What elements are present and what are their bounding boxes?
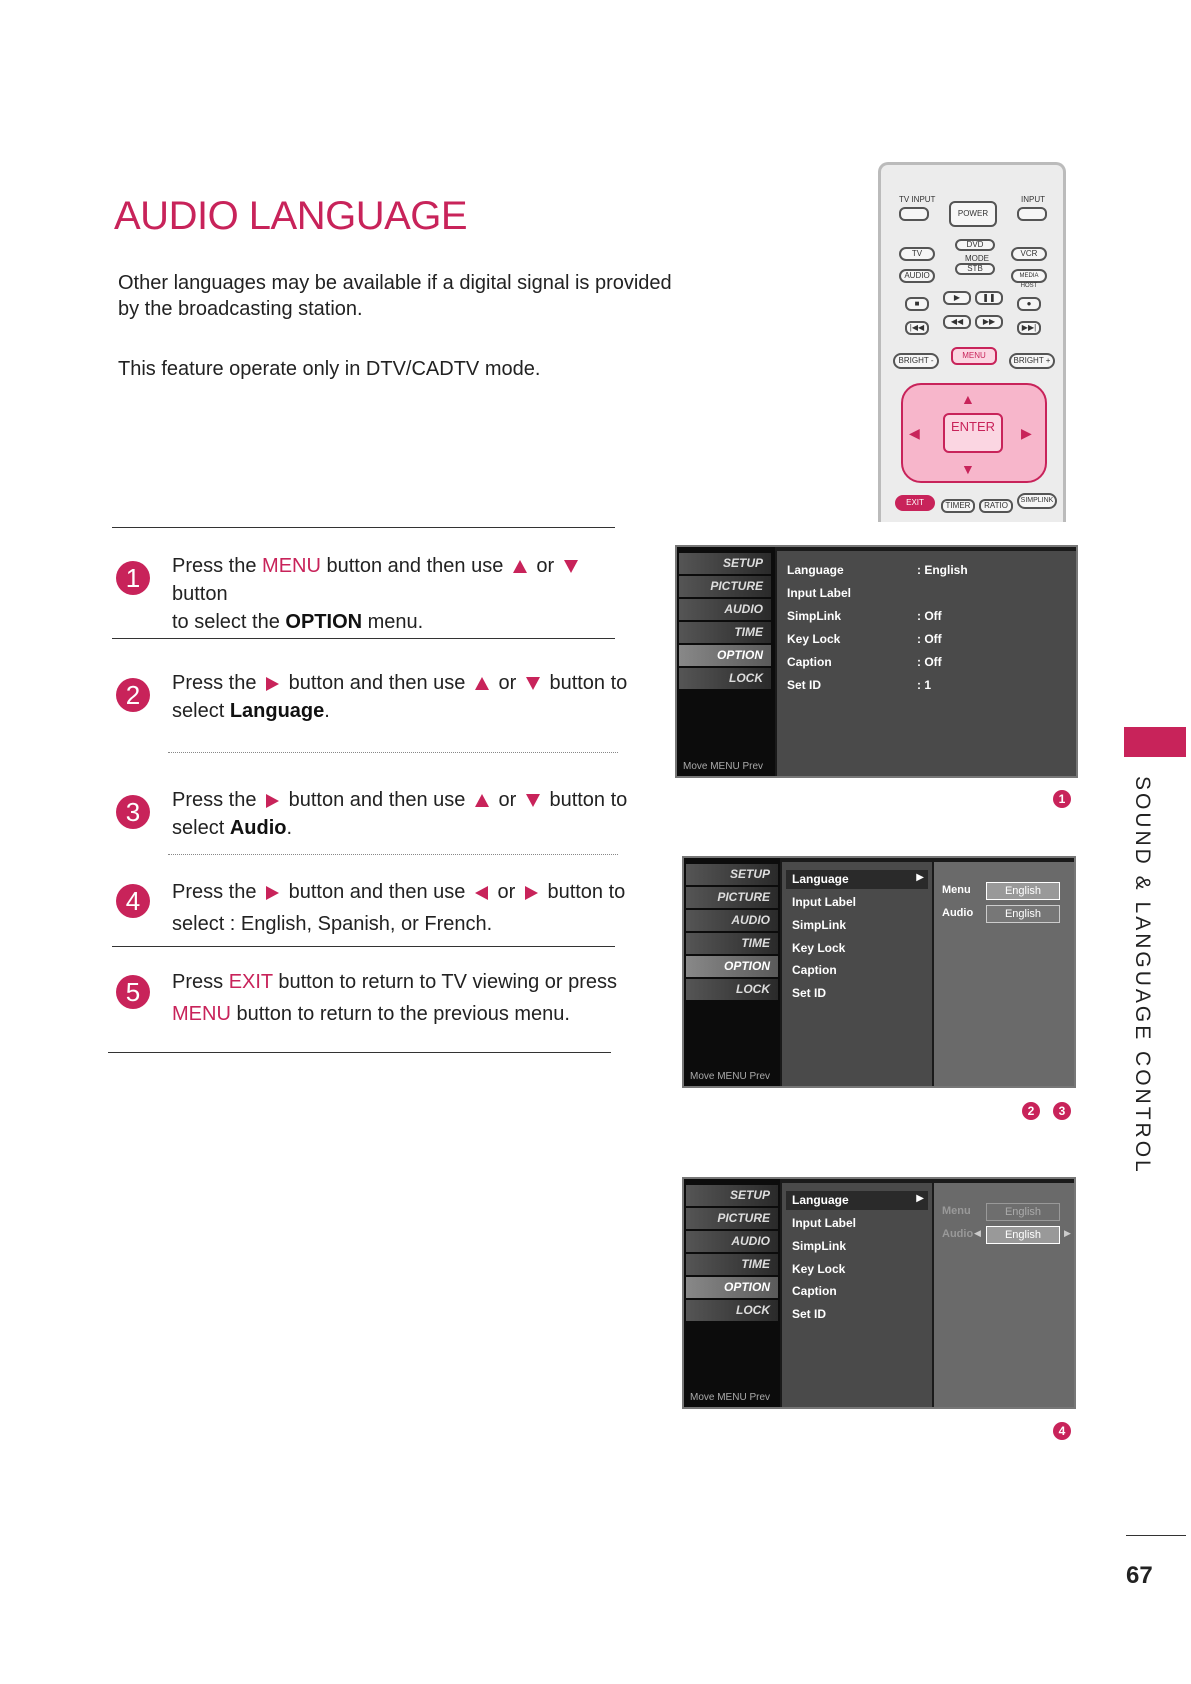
skip-back-button[interactable]: |◀◀ (905, 321, 929, 335)
submenu-label-menu: Menu (942, 884, 971, 896)
page-number: 67 (1126, 1562, 1153, 1589)
menu-item-simplink[interactable]: SimpLink (792, 1239, 847, 1253)
stb-mode-button[interactable]: STB (955, 263, 995, 275)
menu-value-key-lock: : Off (917, 632, 942, 646)
menu-item-simplink[interactable]: SimpLink (792, 918, 847, 932)
menu-item-set-id[interactable]: Set ID (792, 986, 827, 1000)
record-button[interactable]: ● (1017, 297, 1041, 311)
right-arrow-icon (266, 677, 279, 691)
page-title: AUDIO LANGUAGE (114, 194, 468, 238)
menu-value-language: : English (917, 563, 968, 577)
submenu-arrow-icon: ▶ (916, 1193, 924, 1204)
section-label: SOUND & LANGUAGE CONTROL (1131, 776, 1154, 1175)
osd-tab-column (684, 858, 780, 1086)
tab-time[interactable]: TIME (686, 933, 778, 954)
tab-lock[interactable]: LOCK (679, 668, 771, 689)
play-button[interactable]: ▶ (943, 291, 971, 305)
step-1-text: Press the MENU button and then use or button to select the OPTION menu. (172, 552, 642, 636)
submenu-label-audio: Audio (942, 1228, 974, 1240)
menu-item-language[interactable]: Language (787, 563, 844, 577)
menu-item-input-label[interactable]: Input Label (787, 586, 851, 600)
menu-item-caption[interactable]: Caption (787, 655, 832, 669)
osd-option-list (782, 862, 932, 1086)
menu-language-select[interactable]: English (986, 882, 1060, 900)
step-5-text: Press EXIT button to return to TV viewing or press MENU button to return to the previous menu. (172, 971, 618, 1025)
right-arrow-icon[interactable]: ▶ (1064, 1228, 1071, 1238)
osd-option-list (782, 1183, 932, 1407)
tab-time[interactable]: TIME (679, 622, 771, 643)
menu-item-caption[interactable]: Caption (792, 1284, 837, 1298)
divider-dotted (168, 752, 618, 753)
menu-value-simplink: : Off (917, 609, 942, 623)
tv-input-label: TV INPUT (899, 195, 936, 204)
menu-item-set-id[interactable]: Set ID (787, 678, 822, 692)
submenu-arrow-icon: ▶ (916, 872, 924, 883)
up-arrow-icon (475, 794, 489, 807)
up-arrow-icon (475, 677, 489, 690)
menu-item-key-lock[interactable]: Key Lock (792, 1262, 846, 1276)
ratio-button[interactable]: RATIO (979, 499, 1013, 513)
language-submenu (934, 862, 1074, 1086)
intro-line-1: Other languages may be available if a digital signal is provided (118, 272, 672, 294)
osd-tab-column (684, 1179, 780, 1407)
right-arrow-icon (266, 794, 279, 808)
audio-language-select[interactable]: English (986, 1226, 1060, 1244)
osd-option-list (777, 551, 1076, 776)
right-arrow-icon (525, 886, 538, 900)
simplink-button[interactable]: SIMPLINK (1017, 493, 1057, 509)
left-arrow-icon[interactable]: ◀ (974, 1228, 981, 1238)
menu-item-input-label[interactable]: Input Label (792, 895, 856, 909)
input-label: INPUT (1021, 195, 1045, 204)
osd-footer-hint: Move MENU Prev (690, 1392, 771, 1403)
step-number: 5 (116, 975, 150, 1009)
tab-time[interactable]: TIME (686, 1254, 778, 1275)
intro-line-2: by the broadcasting station. (118, 298, 363, 320)
remote-control (878, 162, 1066, 522)
language-submenu (934, 1183, 1074, 1407)
tab-option[interactable]: OPTION (686, 1277, 778, 1298)
step-4-text: Press the button and then use or button to select : English, Spanish, or French. (172, 881, 626, 935)
down-arrow-icon (526, 677, 540, 690)
osd-screen-option-menu (675, 545, 1078, 778)
menu-item-simplink[interactable]: SimpLink (787, 609, 842, 623)
tab-picture[interactable]: PICTURE (686, 887, 778, 908)
osd-footer-hint: Move MENU Prev (683, 761, 764, 772)
tv-mode-button[interactable]: TV (899, 247, 935, 261)
step-2-text: Press the button and then use or button to select Language. (172, 672, 628, 722)
timer-button[interactable]: TIMER (941, 499, 975, 513)
step-number: 2 (116, 678, 150, 712)
osd-screen-language-submenu (682, 856, 1076, 1088)
right-arrow-icon (266, 886, 279, 900)
tab-picture[interactable]: PICTURE (679, 576, 771, 597)
skip-forward-button[interactable]: ▶▶| (1017, 321, 1041, 335)
bright-minus-button[interactable]: BRIGHT - (893, 353, 939, 369)
menu-button[interactable]: MENU (951, 347, 997, 365)
input-button[interactable] (1017, 207, 1047, 221)
power-button[interactable]: POWER (949, 201, 997, 227)
stop-button[interactable]: ■ (905, 297, 929, 311)
rewind-button[interactable]: ◀◀ (943, 315, 971, 329)
divider (1126, 1535, 1186, 1536)
screen-reference-badge: 2 (1022, 1102, 1040, 1120)
exit-button[interactable]: EXIT (895, 495, 935, 511)
tab-audio[interactable]: AUDIO (679, 599, 771, 620)
left-arrow-icon (475, 886, 488, 900)
enter-button[interactable]: ENTER (943, 413, 1003, 453)
section-marker (1124, 727, 1186, 757)
osd-footer-hint: Move MENU Prev (690, 1071, 771, 1082)
tab-option[interactable]: OPTION (686, 956, 778, 977)
step-number: 4 (116, 884, 150, 918)
divider-dotted (168, 854, 618, 855)
menu-language-select[interactable]: English (986, 1203, 1060, 1221)
menu-item-language[interactable]: Language (792, 1193, 849, 1207)
nav-left-button[interactable]: ◀ (909, 425, 920, 441)
nav-up-button[interactable]: ▲ (961, 391, 975, 407)
tab-audio[interactable]: AUDIO (686, 1231, 778, 1252)
mode-label: MODE (965, 254, 989, 263)
fast-forward-button[interactable]: ▶▶ (975, 315, 1003, 329)
tab-lock[interactable]: LOCK (686, 1300, 778, 1321)
dvd-mode-button[interactable]: DVD (955, 239, 995, 251)
menu-value-caption: : Off (917, 655, 942, 669)
tab-audio[interactable]: AUDIO (686, 910, 778, 931)
step-number: 1 (116, 561, 150, 595)
down-arrow-icon (564, 560, 578, 573)
bright-plus-button[interactable]: BRIGHT + (1009, 353, 1055, 369)
step-3-text: Press the button and then use or button to select Audio. (172, 789, 628, 839)
tab-lock[interactable]: LOCK (686, 979, 778, 1000)
menu-item-key-lock[interactable]: Key Lock (787, 632, 841, 646)
submenu-label-menu: Menu (942, 1205, 971, 1217)
divider (112, 946, 615, 947)
tv-input-button[interactable] (899, 207, 929, 221)
menu-value-set-id: : 1 (917, 678, 932, 692)
menu-item-input-label[interactable]: Input Label (792, 1216, 856, 1230)
intro-line-3: This feature operate only in DTV/CADTV mode. (118, 358, 541, 380)
menu-item-language[interactable]: Language (792, 872, 849, 886)
audio-language-select[interactable]: English (986, 905, 1060, 923)
menu-item-set-id[interactable]: Set ID (792, 1307, 827, 1321)
divider (112, 527, 615, 528)
down-arrow-icon (526, 794, 540, 807)
pause-button[interactable]: ❚❚ (975, 291, 1003, 305)
divider (112, 638, 615, 639)
screen-reference-badge: 3 (1053, 1102, 1071, 1120)
osd-tab-column (677, 547, 775, 776)
nav-down-button[interactable]: ▼ (961, 461, 975, 477)
nav-right-button[interactable]: ▶ (1021, 425, 1032, 441)
audio-mode-button[interactable]: AUDIO (899, 269, 935, 283)
divider (108, 1052, 611, 1053)
tab-setup[interactable]: SETUP (679, 553, 771, 574)
screen-reference-badge: 1 (1053, 790, 1071, 808)
media-host-button[interactable]: MEDIA HOST (1011, 269, 1047, 283)
tab-setup[interactable]: SETUP (686, 864, 778, 885)
screen-reference-badge: 4 (1053, 1422, 1071, 1440)
submenu-label-audio: Audio (942, 907, 974, 919)
osd-screen-audio-language-select (682, 1177, 1076, 1409)
menu-item-caption[interactable]: Caption (792, 963, 837, 977)
tab-setup[interactable]: SETUP (686, 1185, 778, 1206)
tab-option[interactable]: OPTION (679, 645, 771, 666)
menu-item-key-lock[interactable]: Key Lock (792, 941, 846, 955)
step-number: 3 (116, 795, 150, 829)
up-arrow-icon (513, 560, 527, 573)
tab-picture[interactable]: PICTURE (686, 1208, 778, 1229)
vcr-mode-button[interactable]: VCR (1011, 247, 1047, 261)
